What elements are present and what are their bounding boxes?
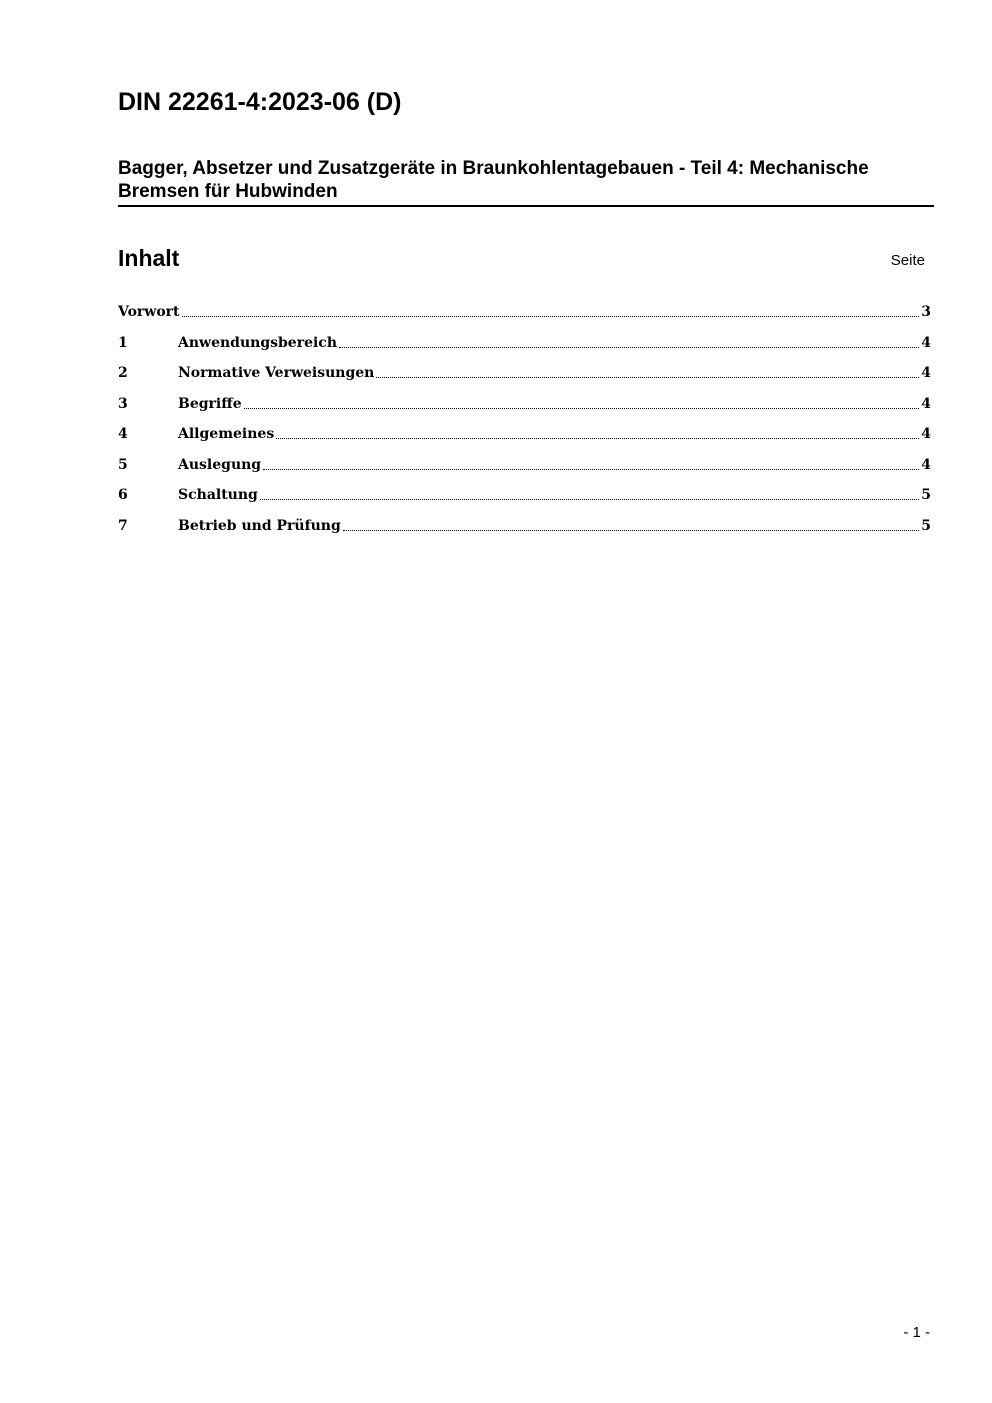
- toc-entry-title: Normative Verweisungen: [178, 365, 375, 381]
- toc-entry-title: Begriffe: [178, 395, 242, 412]
- toc-entry-title: Auslegung: [178, 456, 262, 473]
- toc-entry-vorwort[interactable]: [118, 302, 931, 333]
- toc-dot-leader: [276, 424, 919, 439]
- toc-entry-number: 3: [118, 395, 128, 412]
- document-id: DIN 22261-4:2023-06 (D): [118, 88, 402, 116]
- toc-dot-leader: [376, 363, 919, 378]
- toc-entry-page: 5: [921, 517, 931, 534]
- toc-entry-number: 1: [118, 334, 128, 351]
- toc-entry-page: 4: [921, 334, 931, 351]
- page-number: - 1 -: [903, 1324, 930, 1341]
- toc-entry-number: 4: [118, 426, 128, 442]
- toc-dot-leader: [260, 485, 919, 500]
- toc-entry-2[interactable]: [118, 363, 931, 394]
- toc-entry-page: 4: [921, 395, 931, 412]
- toc-dot-leader: [263, 455, 919, 470]
- toc-entry-title: Vorwort: [118, 304, 180, 320]
- toc-dot-leader: [244, 394, 920, 409]
- toc-entry-number: 2: [118, 365, 128, 381]
- toc-entry-1[interactable]: [118, 333, 931, 364]
- toc-entry-page: 4: [921, 365, 931, 381]
- toc-entry-title: Anwendungsbereich: [178, 334, 337, 351]
- toc-entry-7[interactable]: [118, 516, 931, 547]
- document-title: Bagger, Absetzer und Zusatzgeräte in Braunkohlentagebauen - Teil 4: Mechanische Bremsen für Hubwinden: [118, 157, 934, 207]
- toc-entry-6[interactable]: [118, 485, 931, 516]
- toc-dot-leader: [182, 302, 920, 317]
- toc-entry-3[interactable]: [118, 394, 931, 425]
- table-of-contents: [118, 302, 931, 546]
- toc-entry-page: 5: [921, 487, 931, 503]
- toc-dot-leader: [339, 333, 919, 348]
- toc-entry-title: Schaltung: [178, 487, 258, 503]
- toc-entry-page: 4: [921, 426, 931, 442]
- toc-entry-4[interactable]: [118, 424, 931, 455]
- toc-entry-title: Allgemeines: [178, 426, 275, 442]
- toc-entry-page: 4: [921, 456, 931, 473]
- toc-heading: Inhalt: [118, 245, 180, 271]
- toc-entry-number: 5: [118, 456, 128, 473]
- toc-dot-leader: [343, 516, 920, 531]
- toc-entry-title: Betrieb und Prüfung: [178, 517, 341, 534]
- page-column-label: Seite: [890, 252, 925, 269]
- toc-entry-number: 6: [118, 487, 128, 503]
- toc-entry-number: 7: [118, 517, 128, 534]
- toc-entry-page: 3: [921, 304, 931, 320]
- toc-entry-5[interactable]: [118, 455, 931, 486]
